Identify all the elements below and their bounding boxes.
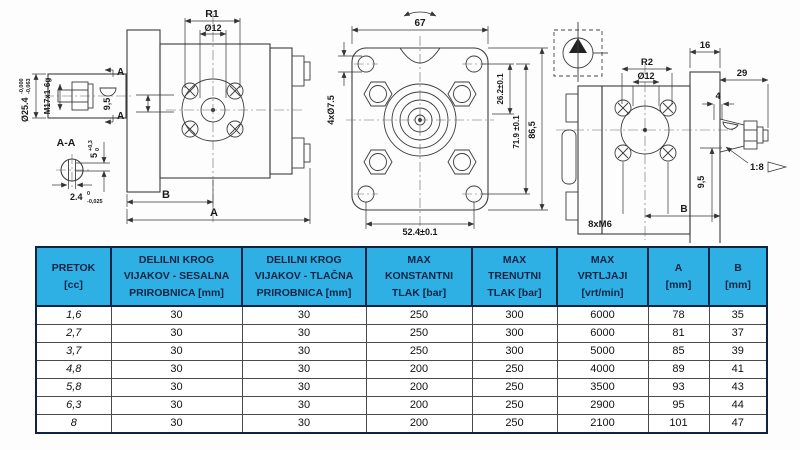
table-cell: 1,6 [36,306,111,325]
table-cell: 47 [709,415,767,434]
table-cell: 30 [242,343,366,361]
table-cell: 300 [472,306,557,325]
table-cell: 30 [242,379,366,397]
rear-view [556,40,786,243]
table-row [36,306,767,325]
dim-b-rear-label: B [680,204,688,215]
table-cell: 250 [366,306,472,325]
table-cell: 30 [111,379,242,397]
table-cell: 250 [366,325,472,343]
table-cell: 81 [648,325,709,343]
table-cell: 85 [648,343,709,361]
table-cell: 89 [648,361,709,379]
dim-a-label: A [210,207,218,219]
table-cell: 30 [111,361,242,379]
table-cell: 250 [472,379,557,397]
svg-text:2.4: 2.4 [70,192,83,202]
table-cell: 30 [242,397,366,415]
table-cell: 8 [36,415,111,434]
table-row [36,379,767,397]
table-cell: 41 [709,361,767,379]
table-cell: 5000 [557,343,648,361]
col-a: A [mm] [648,247,709,306]
table-cell: 101 [648,415,709,434]
side-view [19,8,310,224]
table-row [36,415,767,434]
table-cell: 200 [366,415,472,434]
table-cell: 5,8 [36,379,111,397]
table-cell: 200 [366,397,472,415]
table-row [36,397,767,415]
dim-9-5-label: 9,5 [102,97,112,111]
dim-52-4-label: 52.4±0.1 [402,227,438,237]
table-row [36,325,767,343]
section-title: A-A [56,137,76,149]
table-cell: 37 [709,325,767,343]
table-cell: 6000 [557,325,648,343]
table-cell: 78 [648,306,709,325]
svg-text:-0,063: -0,063 [26,78,32,94]
dim-r2-label: R2 [640,57,654,68]
section-mark-top-label: A [117,67,125,78]
table-cell: 30 [242,325,366,343]
table-cell: 93 [648,379,709,397]
table-cell: 30 [111,325,242,343]
svg-text:Ø25.4: Ø25.4 [20,97,30,122]
dim-26-2-label: 26.2±0.1 [496,73,505,105]
table-cell: 30 [111,306,242,325]
table-cell: 39 [709,343,767,361]
dim-holes-label: 4xØ7.5 [326,95,336,125]
table-cell: 300 [472,325,557,343]
key-height-label [88,140,101,158]
spec-table [35,246,768,434]
table-cell: 3500 [557,379,648,397]
col-max-trenutni-tlak: MAX TRENUTNI TLAK [bar] [472,247,557,306]
section-view-aa [52,137,110,205]
dim-67-label: 67 [414,18,426,29]
table-cell: 3,7 [36,343,111,361]
table-cell: 250 [366,343,472,361]
front-view [326,12,548,237]
table-cell: 30 [111,415,242,434]
table-cell: 30 [111,343,242,361]
table-cell: 6,3 [36,397,111,415]
svg-text:0: 0 [87,191,91,197]
table-cell: 2100 [557,415,648,434]
table-cell: 30 [242,361,366,379]
table-cell: 250 [472,361,557,379]
table-cell: 44 [709,397,767,415]
dim-29-label: 29 [736,68,748,79]
svg-text:5: 5 [89,152,99,158]
col-pretok: PRETOK [cc] [36,247,111,306]
header-row [36,247,767,306]
table-cell: 2,7 [36,325,111,343]
pump-symbol [554,22,608,82]
section-mark-bot-label: A [117,111,125,122]
table-cell: 4,8 [36,361,111,379]
table-cell: 35 [709,306,767,325]
table-cell: 2900 [557,397,648,415]
table-cell: 200 [366,361,472,379]
table-header [36,247,767,306]
col-max-vrtljaji: MAX VRTLJAJI [vrt/min] [557,247,648,306]
svg-text:+0,3: +0,3 [88,140,94,151]
col-b: B [mm] [709,247,767,306]
spec-table-body [36,306,767,433]
table-cell: 95 [648,397,709,415]
table-cell: 4000 [557,361,648,379]
table-cell: 43 [709,379,767,397]
taper-cone-icon [768,162,786,172]
table-cell: 30 [111,397,242,415]
dim-b-label: B [162,189,170,201]
dim-71-9-label: 71.9 ±0.1 [512,115,521,149]
col-max-konstantni-tlak: MAX KONSTANTNI TLAK [bar] [366,247,472,306]
table-cell: 250 [472,397,557,415]
svg-text:-0,000: -0,000 [19,78,25,94]
table-cell: 30 [242,306,366,325]
svg-text:-0,025: -0,025 [87,199,103,205]
dim-r1-label: R1 [205,8,219,20]
taper-label: 1:8 [750,162,764,173]
table-cell: 30 [242,415,366,434]
dim-86-5-label: 86,5 [527,121,537,139]
table-cell: 300 [472,343,557,361]
table-cell: 250 [472,415,557,434]
dim-d12-label: Ø12 [204,23,222,33]
col-sesalna-prirobnica: DELILNI KROG VIJAKOV - SESALNA PRIROBNICA [mm] [111,247,242,306]
col-tlacna-prirobnica: DELILNI KROG VIJAKOV - TLAČNA PRIROBNICA [mm] [242,247,366,306]
table-row [36,361,767,379]
dim-bolts-label: 8xM6 [588,219,612,230]
key-width-label [70,191,103,205]
thread-label: M17x1-6g [43,77,52,115]
table-cell: 6000 [557,306,648,325]
svg-text:0: 0 [95,147,101,151]
dim-16-label: 16 [699,40,711,51]
dim-d12-rear-label: Ø12 [637,71,655,81]
shaft-diameter-label [19,78,32,122]
table-cell: 200 [366,379,472,397]
dim-4-label: 4 [715,91,721,101]
dim-9-5-rear-label: 9,5 [696,175,706,189]
table-row [36,343,767,361]
